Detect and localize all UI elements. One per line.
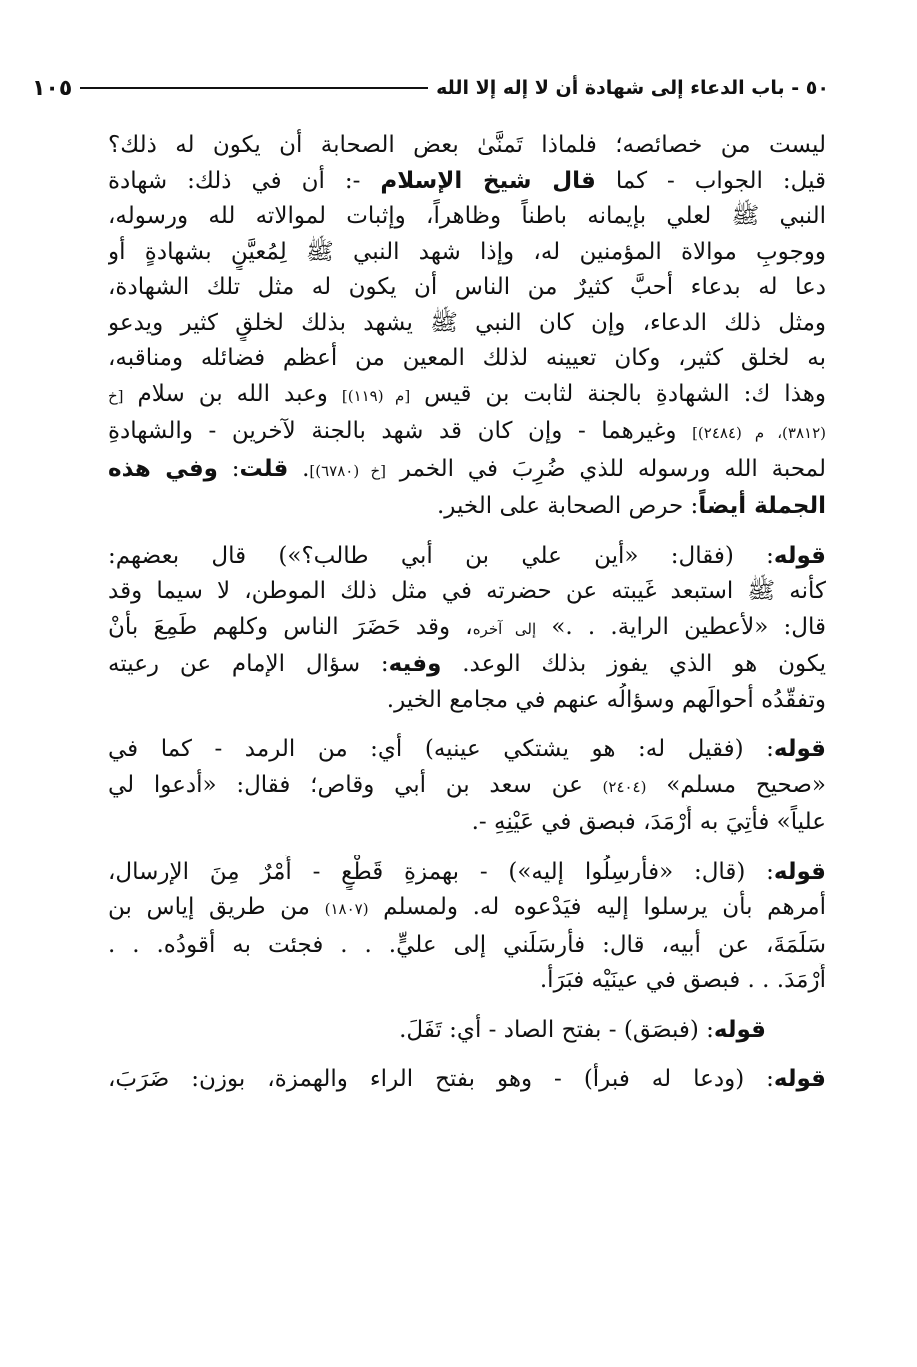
bold-term: وفيه	[388, 651, 442, 677]
paragraph	[108, 539, 826, 719]
paragraph-gap	[108, 718, 826, 732]
text-line: النبي ﷺ لعلي بإيمانه باطناً وظاهراً، وإثبات لموالاته لله ورسوله،	[108, 203, 826, 229]
paragraph	[108, 1013, 826, 1049]
bold-term: قوله	[773, 736, 826, 762]
text-line: وتفقّدُه أحوالَهم وسؤالُه عنهم في مجامع الخير.	[386, 686, 826, 713]
running-header	[32, 68, 829, 108]
text-line: قوله: (فقيل له: هو يشتكي عينيه) أي: من الرمد - كما في	[108, 736, 826, 762]
chapter-title: ٥٠ - باب الدعاء إلى شهادة أن لا إله إلا الله	[436, 77, 829, 99]
paragraph-gap	[108, 525, 826, 539]
paragraph	[108, 732, 826, 841]
text-line: علياً» فأُتِيَ به أَرْمَدَ، فبصق في عَيْنِهِ -.	[471, 809, 826, 835]
bold-term: الجملة أيضاً	[698, 493, 826, 519]
text-line: وهذا ك: الشهادةِ بالجنة لثابت بن قيس [م (١١٩)] وعبد الله بن سلام [خ	[108, 380, 826, 407]
text-line: لمحبة الله ورسوله للذي ضُرِبَ في الخمر [خ (٦٧٨٠)]. قلت: وفي هذه	[108, 455, 826, 482]
paragraph	[108, 855, 826, 999]
text-line: به لخلق كثير، وكان تعيينه لذلك المعين من أعظم فضائله ومناقبه،	[108, 345, 826, 371]
text-line: ووجوبِ موالاة المؤمنين له، وإذا شهد النبي ﷺ لِمُعيَّنٍ بشهادةٍ أو	[108, 238, 826, 265]
text-line: قوله: (فبصَق) - بفتح الصاد - أي: تَفَلَ.	[399, 1016, 766, 1043]
text-line: قوله: (قال: «فأرسِلُوا إليه») - بهمزةِ قَطْعٍ - أَمْرٌ مِنَ الإرسال،	[108, 858, 826, 885]
text-line: دعا له بدعاء أحبَّ كثيرٌ من الناس أن يكون له مثل تلك الشهادة،	[108, 274, 826, 300]
reference: [خ (٦٧٨٠)]	[309, 461, 386, 480]
paragraph-gap	[108, 999, 826, 1013]
text-line: (٣٨١٢)، م (٢٤٨٤)] وغيرهما - وإن كان قد شهد بالجنة لآخرين - والشهادةِ	[108, 418, 826, 444]
text-line: «صحيح مسلم» (٢٤٠٤) عن سعد بن أبي وقاص؛ فقال: «أدعوا لي	[108, 771, 826, 798]
reference: (١٨٠٧)	[324, 900, 369, 918]
text-line: سَلَمَةَ، عن أبيه، قال: فأرسَلَني إلى عليٍّ. . . فجئت به أقودُه. . .	[108, 931, 826, 958]
reference: (٢٤٠٤)	[602, 777, 647, 796]
paragraph	[108, 1062, 826, 1098]
text-line: أمرهم بأن يرسلوا إليه فيَدْعوه له. ولمسلم (١٨٠٧) من طريق إياس بن	[108, 894, 826, 920]
text-line: يكون هو الذي يفوز بذلك الوعد. وفيه: سؤال الإمام عن رعيته	[108, 651, 826, 677]
reference: إلى آخره	[472, 619, 537, 638]
paragraph	[108, 128, 826, 525]
paragraph-gap	[108, 1048, 826, 1062]
text-line: ليست من خصائصه؛ فلماذا تَمنَّىٰ بعض الصحابة أن يكون له ذلك؟	[108, 132, 826, 158]
bold-term: وفي هذه	[108, 455, 218, 482]
bold-term: قوله	[713, 1016, 766, 1043]
paragraph-gap	[108, 841, 826, 855]
bold-term: قوله	[773, 858, 826, 885]
bold-term: قال شيخ الإسلام	[380, 167, 596, 194]
page-number: ١٠٥	[32, 75, 73, 101]
bold-term: قوله	[773, 1066, 826, 1092]
bold-term: قلت	[239, 455, 289, 482]
text-line: قوله: (فقال: «أين علي بن أبي طالب؟») قال بعضهم:	[108, 542, 826, 569]
text-line: كأنه ﷺ استبعد غَيبته عن حضرته في مثل ذلك الموطن، لا سيما وقد	[108, 578, 826, 604]
reference: [خ	[108, 386, 124, 405]
text-line: قوله: (ودعا له فبرأ) - وهو بفتح الراء والهمزة، بوزن: ضَرَبَ،	[108, 1066, 826, 1092]
bold-term: قوله	[773, 542, 826, 569]
text-line: قيل: الجواب - كما قال شيخ الإسلام -: أن في ذلك: شهادة	[108, 167, 826, 194]
page-body	[108, 128, 826, 1098]
text-line: قال: «لأعطين الراية. . .» إلى آخره، وقد حَضَرَ الناس وكلهم طَمِعَ بأنْ	[108, 613, 826, 640]
reference: [م (١١٩)]	[341, 386, 411, 405]
header-rule	[80, 87, 428, 89]
text-line: أَرْمَدَ. . . فبصق في عينَيْه فبَرَأ.	[539, 967, 826, 993]
reference: (٣٨١٢)، م (٢٤٨٤)]	[692, 424, 826, 442]
text-line: الجملة أيضاً: حرص الصحابة على الخير.	[436, 493, 826, 519]
text-line: ومثل ذلك الدعاء، وإن كان النبي ﷺ يشهد بذلك لخلقٍ كثير ويدعو	[108, 309, 826, 336]
